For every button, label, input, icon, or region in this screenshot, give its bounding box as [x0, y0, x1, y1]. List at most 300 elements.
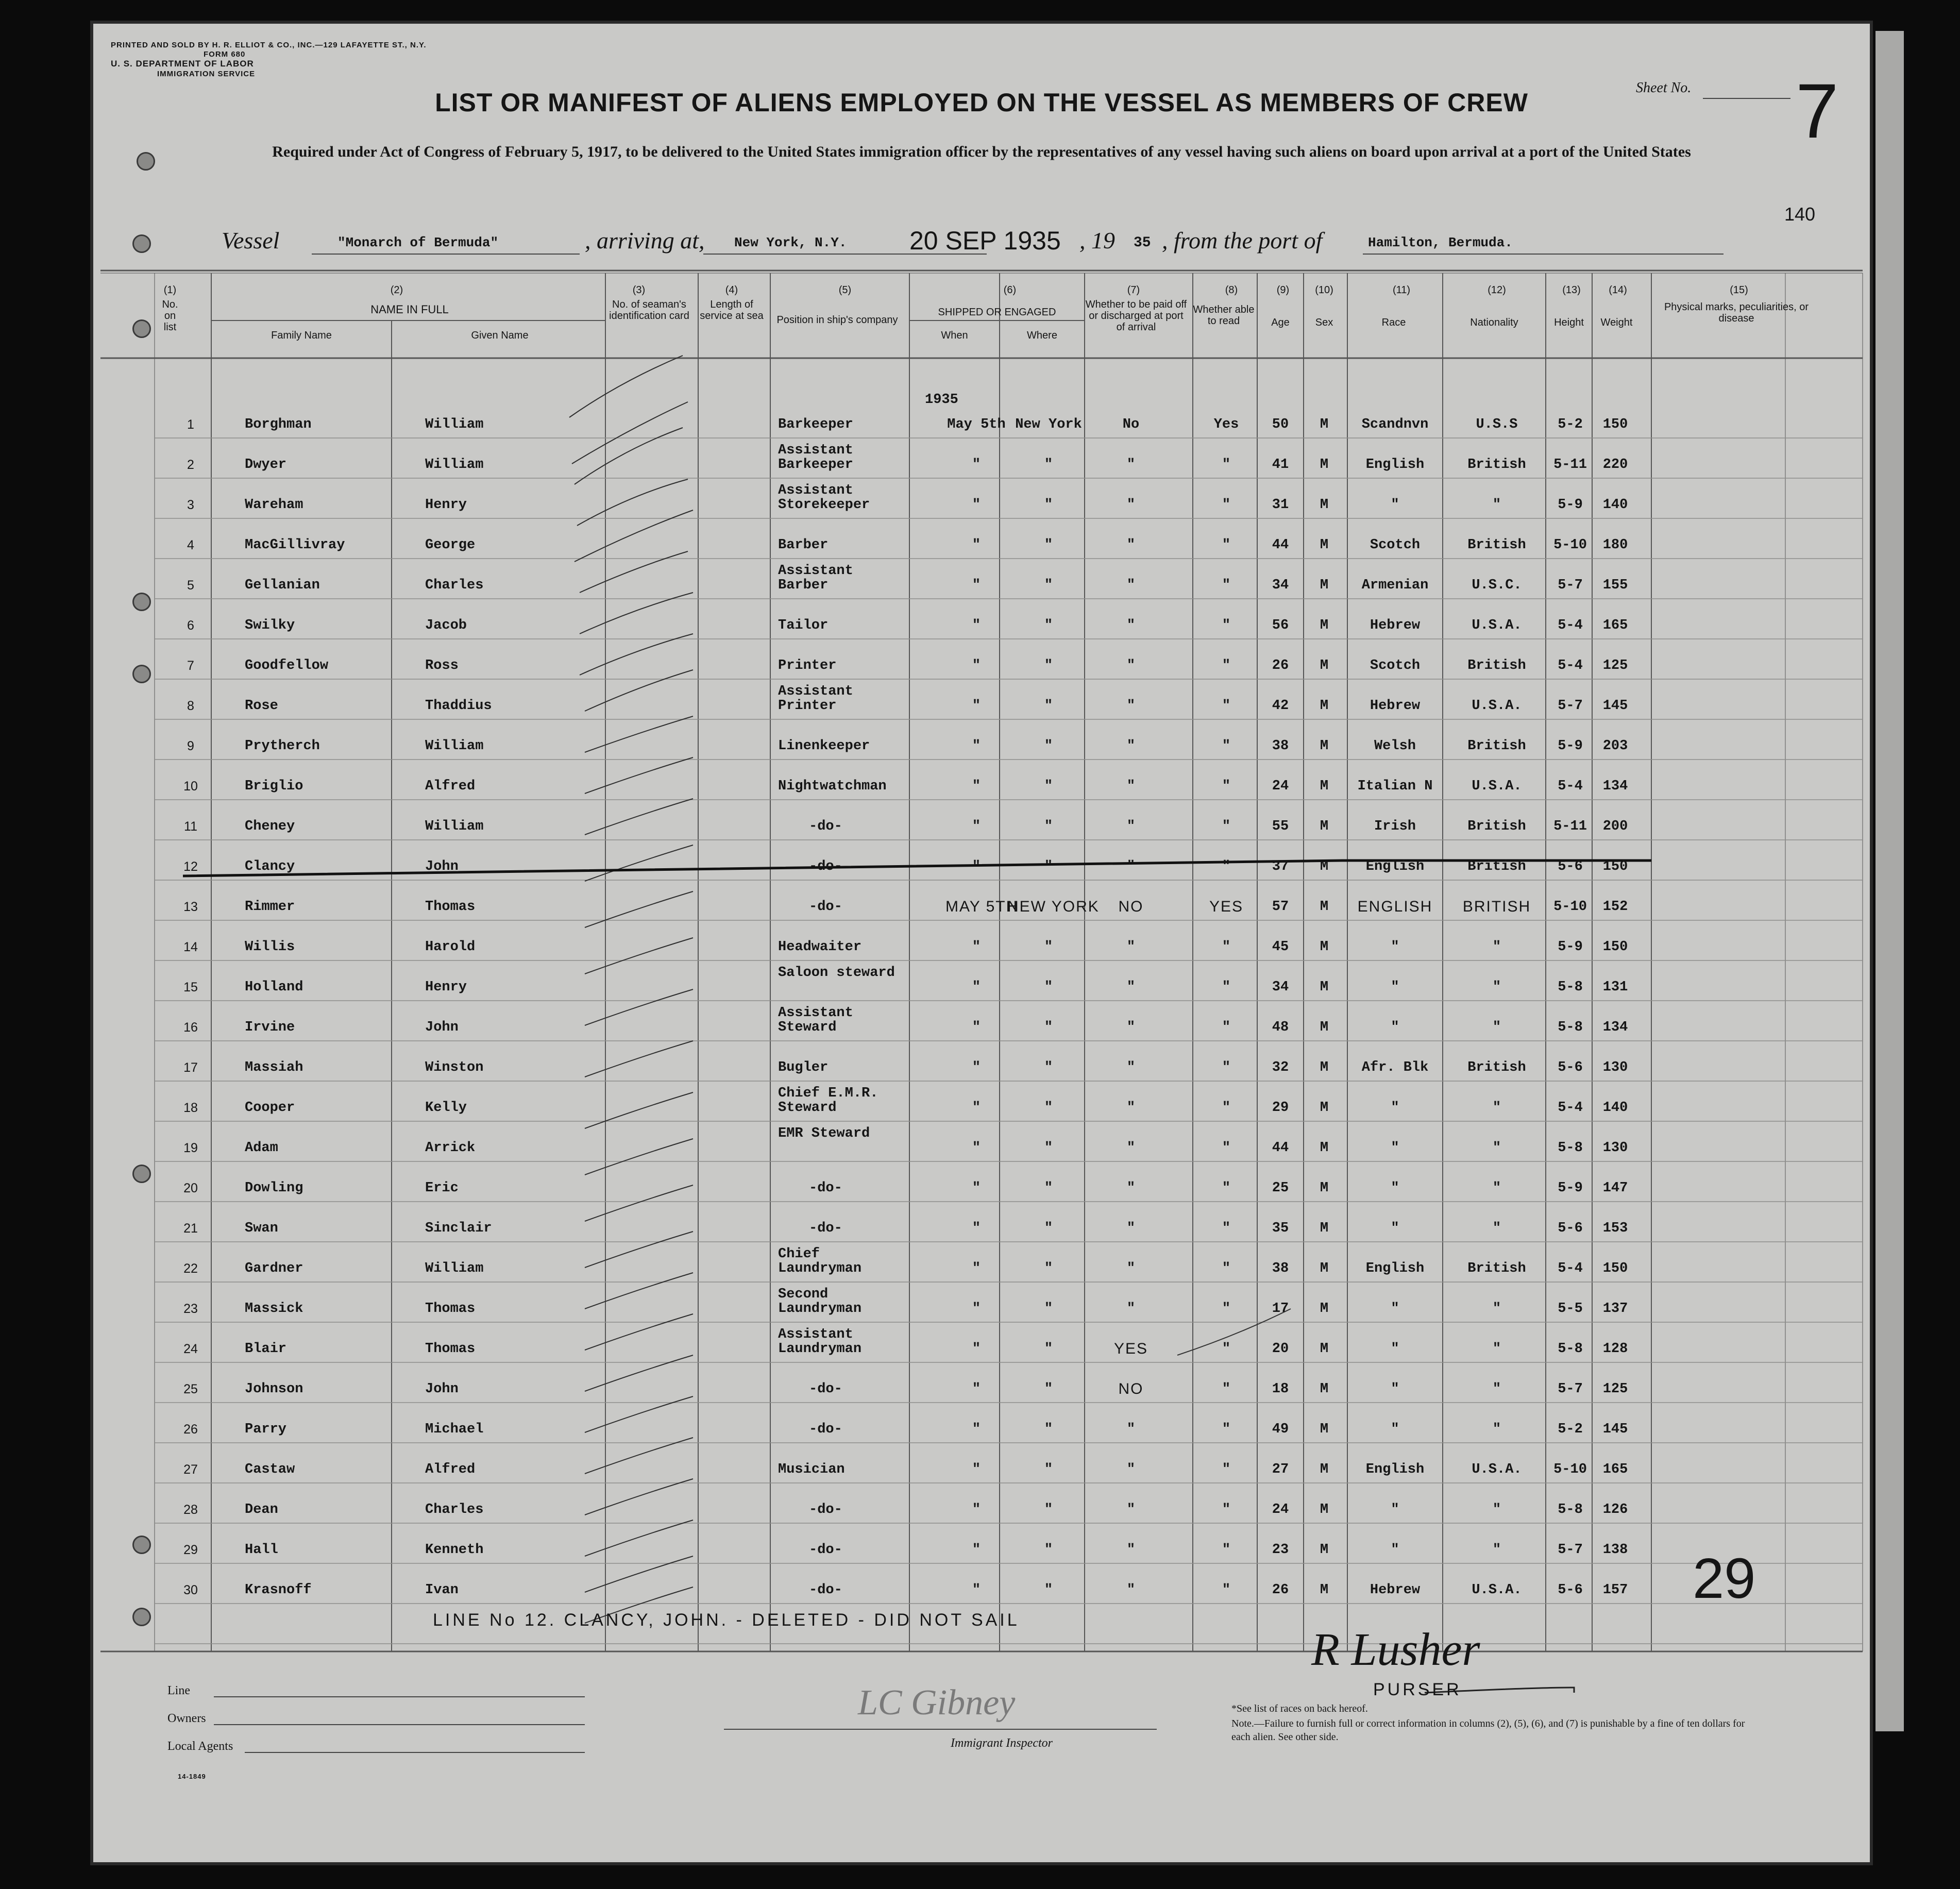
- header-when: When: [941, 330, 968, 341]
- cell-given: Arrick: [425, 1140, 476, 1156]
- cell-sex: M: [1320, 1140, 1329, 1156]
- cell-where: ": [1044, 1261, 1053, 1276]
- cell-n: 9: [187, 739, 194, 753]
- cell-when: ": [972, 1341, 981, 1357]
- cell-race: Hebrew: [1370, 698, 1421, 714]
- cell-n: 8: [187, 699, 194, 713]
- cell-read: ": [1222, 1261, 1231, 1276]
- cell-family: Gellanian: [245, 578, 320, 593]
- cell-age: 24: [1272, 1502, 1289, 1517]
- cell-n: 27: [183, 1462, 198, 1477]
- cell-sex: M: [1320, 417, 1329, 432]
- cell-n: 25: [183, 1382, 198, 1396]
- cell-paid: ": [1126, 1422, 1136, 1437]
- cell-given: John: [425, 859, 459, 874]
- cell-height: 5-4: [1558, 1100, 1583, 1116]
- cell-given: Eric: [425, 1180, 459, 1196]
- footer-note: Note.—Failure to furnish full or correct information in columns (2), (5), (6), and (7) is punishable by a fine of ten dollars for each alien. See other side.: [1231, 1718, 1745, 1743]
- cell-given: John: [425, 1381, 459, 1397]
- cell-read: ": [1222, 1422, 1231, 1437]
- cell-sex: M: [1320, 779, 1329, 794]
- cell-paid: ": [1126, 1221, 1136, 1236]
- cell-height: 5-8: [1558, 1502, 1583, 1517]
- cell-where: ": [1044, 1140, 1053, 1156]
- cell-weight: 203: [1602, 738, 1628, 754]
- cell-family: Krasnoff: [245, 1582, 312, 1598]
- year-value: 35: [1134, 235, 1151, 251]
- cell-read: ": [1222, 658, 1231, 673]
- cell-position: Chief E.M.R. Steward: [778, 1086, 878, 1116]
- cell-n: 30: [183, 1583, 198, 1597]
- cell-sex: M: [1320, 1502, 1329, 1517]
- cell-family: Clancy: [245, 859, 295, 874]
- purser-signature: R Lusher: [1311, 1624, 1480, 1675]
- cell-given: Henry: [425, 980, 467, 995]
- cell-where: ": [1044, 819, 1053, 834]
- cell-race: Hebrew: [1370, 618, 1421, 633]
- inspector-signature: LC Gibney: [858, 1683, 1016, 1723]
- header-seaman-id: No. of seaman's identification card: [609, 299, 689, 322]
- footer-inspector-label: Immigrant Inspector: [951, 1736, 1053, 1750]
- cell-height: 5-8: [1558, 980, 1583, 995]
- cell-given: Ross: [425, 658, 459, 673]
- cell-read: ": [1222, 1180, 1231, 1196]
- cell-when: ": [972, 779, 981, 794]
- cell-family: Briglio: [245, 779, 303, 794]
- cell-nat: ": [1492, 1422, 1501, 1437]
- cell-when: ": [972, 1582, 981, 1598]
- cell-height: 5-5: [1558, 1301, 1583, 1317]
- cell-sex: M: [1320, 1341, 1329, 1357]
- cell-when: ": [972, 1180, 981, 1196]
- cell-weight: 137: [1602, 1301, 1628, 1317]
- cell-where: NEW YORK: [1007, 898, 1100, 915]
- footer-form-code: 14-1849: [178, 1773, 206, 1780]
- cell-where: ": [1044, 698, 1053, 714]
- deleted-note: LINE No 12. CLANCY, JOHN. - DELETED - DID NOT SAIL: [433, 1610, 1020, 1630]
- cell-where: ": [1044, 658, 1053, 673]
- cell-sex: M: [1320, 457, 1329, 473]
- cell-weight: 145: [1602, 1422, 1628, 1437]
- cell-n: 12: [183, 859, 198, 874]
- col-num-1: (1): [163, 284, 177, 296]
- cell-family: Wareham: [245, 497, 303, 513]
- cell-sex: M: [1320, 578, 1329, 593]
- cell-position: -do-: [809, 1422, 842, 1437]
- cell-sex: M: [1320, 537, 1329, 553]
- cell-read: ": [1222, 819, 1231, 834]
- cell-where: ": [1044, 1060, 1053, 1075]
- cell-read: ": [1222, 738, 1231, 754]
- cell-nat: ": [1492, 1502, 1501, 1517]
- year-label: , 19: [1079, 227, 1115, 254]
- cell-weight: 200: [1602, 819, 1628, 834]
- cell-family: Blair: [245, 1341, 287, 1357]
- cell-family: Dowling: [245, 1180, 303, 1196]
- cell-height: 5-6: [1558, 1221, 1583, 1236]
- cell-race: Afr. Blk: [1361, 1060, 1429, 1075]
- cell-where: ": [1044, 537, 1053, 553]
- cell-where: ": [1044, 1341, 1053, 1357]
- cell-where: ": [1044, 1542, 1053, 1558]
- cell-n: 21: [183, 1221, 198, 1236]
- cell-weight: 134: [1602, 779, 1628, 794]
- cell-weight: 150: [1602, 417, 1628, 432]
- cell-family: Rimmer: [245, 899, 295, 915]
- cell-position: Assistant Storekeeper: [778, 483, 870, 513]
- cell-given: William: [425, 1261, 484, 1276]
- cell-weight: 125: [1602, 1381, 1628, 1397]
- cell-family: Swilky: [245, 618, 295, 633]
- cell-position: Assistant Steward: [778, 1005, 853, 1035]
- cell-where: ": [1044, 1301, 1053, 1317]
- col-num-15: (15): [1730, 284, 1748, 296]
- header-name-in-full: NAME IN FULL: [370, 303, 449, 316]
- cell-n: 15: [183, 980, 198, 994]
- cell-nat: ": [1492, 1341, 1501, 1357]
- cell-nat: British: [1467, 859, 1526, 874]
- cell-race: ": [1391, 939, 1399, 955]
- cell-sex: M: [1320, 1261, 1329, 1276]
- cell-weight: 126: [1602, 1502, 1628, 1517]
- cell-weight: 147: [1602, 1180, 1628, 1196]
- cell-family: Rose: [245, 698, 278, 714]
- cell-age: 41: [1272, 457, 1289, 473]
- cell-when: ": [972, 1542, 981, 1558]
- cell-position: -do-: [809, 1180, 842, 1196]
- cell-paid: ": [1126, 698, 1136, 714]
- cell-family: Hall: [245, 1542, 278, 1558]
- cell-given: Ivan: [425, 1582, 459, 1598]
- col-num-12: (12): [1488, 284, 1506, 296]
- punch-hole: [132, 1165, 151, 1183]
- cell-n: 19: [183, 1141, 198, 1155]
- cell-where: ": [1044, 578, 1053, 593]
- cell-height: 5-4: [1558, 658, 1583, 673]
- cell-paid: ": [1126, 1582, 1136, 1598]
- cell-sex: M: [1320, 658, 1329, 673]
- cell-paid: ": [1126, 537, 1136, 553]
- cell-given: William: [425, 738, 484, 754]
- cell-family: MacGillivray: [245, 537, 345, 553]
- cell-n: 7: [187, 659, 194, 673]
- cell-given: Kelly: [425, 1100, 467, 1116]
- cell-paid: ": [1126, 1060, 1136, 1075]
- cell-family: Willis: [245, 939, 295, 955]
- cell-position: Chief Laundryman: [778, 1246, 862, 1276]
- footer-agents-label: Local Agents: [167, 1740, 233, 1753]
- cell-n: 3: [187, 498, 194, 512]
- cell-where: ": [1044, 738, 1053, 754]
- col-num-7: (7): [1127, 284, 1140, 296]
- cell-n: 20: [183, 1181, 198, 1195]
- cell-sex: M: [1320, 899, 1329, 915]
- header-family-name: Family Name: [271, 330, 332, 341]
- cell-age: 25: [1272, 1180, 1289, 1196]
- cell-age: 26: [1272, 1582, 1289, 1598]
- cell-nat: ": [1492, 1020, 1501, 1035]
- cell-given: Jacob: [425, 618, 467, 633]
- cell-sex: M: [1320, 618, 1329, 633]
- cell-given: Thomas: [425, 899, 476, 915]
- cell-where: ": [1044, 1582, 1053, 1598]
- cell-weight: 140: [1602, 497, 1628, 513]
- cell-position: Barkeeper: [778, 417, 853, 432]
- cell-age: 27: [1272, 1462, 1289, 1477]
- cell-paid: ": [1126, 1020, 1136, 1035]
- cell-read: ": [1222, 497, 1231, 513]
- cell-position: Saloon steward: [778, 965, 895, 981]
- cell-sex: M: [1320, 859, 1329, 874]
- cell-when: ": [972, 1381, 981, 1397]
- cell-position: EMR Steward: [778, 1126, 870, 1141]
- cell-read: ": [1222, 1100, 1231, 1116]
- cell-nat: ": [1492, 1301, 1501, 1317]
- cell-paid: NO: [1118, 898, 1144, 915]
- cell-position: Assistant Barber: [778, 563, 853, 593]
- cell-paid: ": [1126, 1140, 1136, 1156]
- id-card-slashes: [569, 356, 693, 1623]
- cell-when: ": [972, 819, 981, 834]
- cell-when: ": [972, 497, 981, 513]
- cell-nat: British: [1467, 738, 1526, 754]
- cell-where: ": [1044, 1221, 1053, 1236]
- cell-n: 16: [183, 1020, 198, 1035]
- cell-where: ": [1044, 1100, 1053, 1116]
- col-num-10: (10): [1315, 284, 1333, 296]
- cell-weight: 165: [1602, 618, 1628, 633]
- cell-weight: 180: [1602, 537, 1628, 553]
- cell-age: 34: [1272, 578, 1289, 593]
- cell-height: 5-6: [1558, 1060, 1583, 1075]
- cell-family: Irvine: [245, 1020, 295, 1035]
- cell-position: Headwaiter: [778, 939, 862, 955]
- cell-nat: ": [1492, 1381, 1501, 1397]
- cell-n: 4: [187, 538, 194, 552]
- cell-height: 5-10: [1553, 899, 1587, 915]
- cell-paid: ": [1126, 1542, 1136, 1558]
- cell-given: Henry: [425, 497, 467, 513]
- cell-nat: U.S.A.: [1472, 779, 1522, 794]
- cell-age: 34: [1272, 980, 1289, 995]
- cell-weight: 130: [1602, 1060, 1628, 1075]
- footer-line-label: Line: [167, 1684, 190, 1697]
- header-length-service: Length of service at sea: [700, 299, 764, 322]
- cell-where: ": [1044, 1502, 1053, 1517]
- cell-paid: ": [1126, 457, 1136, 473]
- header-position: Position in ship's company: [776, 314, 898, 326]
- cell-age: 17: [1272, 1301, 1289, 1317]
- cell-where: ": [1044, 779, 1053, 794]
- cell-paid: ": [1126, 980, 1136, 995]
- cell-when: May 5th: [947, 417, 1006, 432]
- cell-race: ": [1391, 980, 1399, 995]
- punch-hole: [132, 593, 151, 611]
- col-num-14: (14): [1609, 284, 1627, 296]
- cell-family: Cheney: [245, 819, 295, 834]
- cell-height: 5-9: [1558, 1180, 1583, 1196]
- cell-position: Linenkeeper: [778, 738, 870, 754]
- cell-race: ": [1391, 1180, 1399, 1196]
- cell-nat: U.S.A.: [1472, 1582, 1522, 1598]
- cell-height: 5-6: [1558, 859, 1583, 874]
- cell-height: 5-2: [1558, 417, 1583, 432]
- cell-race: ENGLISH: [1357, 898, 1433, 915]
- cell-where: ": [1044, 457, 1053, 473]
- cell-weight: 150: [1602, 859, 1628, 874]
- header-shipped: SHIPPED OR ENGAGED: [938, 307, 1056, 318]
- cell-age: 42: [1272, 698, 1289, 714]
- header-where: Where: [1027, 330, 1057, 341]
- cell-where: ": [1044, 939, 1053, 955]
- cell-height: 5-7: [1558, 1542, 1583, 1558]
- cell-age: 38: [1272, 738, 1289, 754]
- cell-age: 45: [1272, 939, 1289, 955]
- cell-where: ": [1044, 1180, 1053, 1196]
- cell-read: ": [1222, 1221, 1231, 1236]
- cell-race: ": [1391, 497, 1399, 513]
- cell-family: Goodfellow: [245, 658, 329, 673]
- cell-age: 18: [1272, 1381, 1289, 1397]
- cell-when: ": [972, 939, 981, 955]
- cell-when: ": [972, 738, 981, 754]
- cell-age: 20: [1272, 1341, 1289, 1357]
- sheet-no-label: Sheet No.: [1636, 80, 1692, 96]
- cell-family: Johnson: [245, 1381, 303, 1397]
- cell-race: ": [1391, 1381, 1399, 1397]
- date-stamp: 20 SEP 1935: [909, 226, 1061, 255]
- cell-paid: ": [1126, 819, 1136, 834]
- cell-paid: ": [1126, 1261, 1136, 1276]
- cell-given: William: [425, 457, 484, 473]
- cell-given: Thaddius: [425, 698, 492, 714]
- cell-where: New York: [1015, 417, 1082, 432]
- cell-height: 5-9: [1558, 939, 1583, 955]
- cell-height: 5-7: [1558, 698, 1583, 714]
- cell-read: ": [1222, 457, 1231, 473]
- cell-sex: M: [1320, 1060, 1329, 1075]
- cell-family: Parry: [245, 1422, 287, 1437]
- cell-height: 5-4: [1558, 618, 1583, 633]
- punch-hole: [132, 1536, 151, 1554]
- cell-n: 29: [183, 1543, 198, 1557]
- cell-given: John: [425, 1020, 459, 1035]
- cell-weight: 130: [1602, 1140, 1628, 1156]
- cell-sex: M: [1320, 1221, 1329, 1236]
- cell-paid: ": [1126, 1100, 1136, 1116]
- cell-position: Barber: [778, 537, 829, 553]
- cell-height: 5-4: [1558, 779, 1583, 794]
- cell-nat: ": [1492, 1140, 1501, 1156]
- cell-when: ": [972, 980, 981, 995]
- cell-paid: ": [1126, 1462, 1136, 1477]
- cell-age: 35: [1272, 1221, 1289, 1236]
- cell-paid: ": [1126, 779, 1136, 794]
- cell-n: 6: [187, 618, 194, 633]
- cell-weight: 152: [1602, 899, 1628, 915]
- cell-paid: ": [1126, 618, 1136, 633]
- cell-n: 11: [184, 819, 197, 834]
- sheet-number: 7: [1796, 68, 1839, 154]
- cell-nat: U.S.A.: [1472, 618, 1522, 633]
- cell-weight: 134: [1602, 1020, 1628, 1035]
- cell-n: 1: [187, 417, 194, 432]
- department-label: U. S. DEPARTMENT OF LABOR: [111, 59, 254, 69]
- cell-sex: M: [1320, 738, 1329, 754]
- cell-weight: 157: [1602, 1582, 1628, 1598]
- cell-when: ": [972, 537, 981, 553]
- cell-nat: ": [1492, 1221, 1501, 1236]
- cell-weight: 150: [1602, 939, 1628, 955]
- header-age: Age: [1271, 317, 1290, 328]
- cell-n: 10: [183, 779, 198, 794]
- cell-nat: U.S.A.: [1472, 698, 1522, 714]
- cell-nat: ": [1492, 980, 1501, 995]
- cell-race: Scotch: [1370, 537, 1421, 553]
- cell-when: ": [972, 457, 981, 473]
- cell-nat: U.S.C.: [1472, 578, 1522, 593]
- header-sex: Sex: [1315, 317, 1333, 328]
- cell-race: ": [1391, 1221, 1399, 1236]
- cell-read: ": [1222, 1341, 1231, 1357]
- cell-position: -do-: [809, 1542, 842, 1558]
- cell-height: 5-11: [1553, 819, 1587, 834]
- cell-when: ": [972, 1422, 981, 1437]
- cell-age: 23: [1272, 1542, 1289, 1558]
- cell-age: 55: [1272, 819, 1289, 834]
- cell-position: Assistant Printer: [778, 684, 853, 714]
- cell-given: Thomas: [425, 1301, 476, 1317]
- cell-sex: M: [1320, 819, 1329, 834]
- manifest-sheet: [90, 21, 1873, 1865]
- cell-position: Printer: [778, 658, 837, 673]
- cell-sex: M: [1320, 939, 1329, 955]
- cell-weight: 165: [1602, 1462, 1628, 1477]
- cell-height: 5-10: [1553, 1462, 1587, 1477]
- cell-height: 5-6: [1558, 1582, 1583, 1598]
- cell-paid: ": [1126, 1502, 1136, 1517]
- cell-read: ": [1222, 1301, 1231, 1317]
- cell-family: Holland: [245, 980, 303, 995]
- cell-given: Charles: [425, 1502, 484, 1517]
- cell-read: ": [1222, 1381, 1231, 1397]
- cell-age: 37: [1272, 859, 1289, 874]
- cell-given: Alfred: [425, 1462, 476, 1477]
- document-title: LIST OR MANIFEST OF ALIENS EMPLOYED ON THE VESSEL AS MEMBERS OF CREW: [435, 88, 1528, 117]
- punch-hole: [132, 1608, 151, 1626]
- cell-read: ": [1222, 537, 1231, 553]
- cell-race: Italian N: [1357, 779, 1433, 794]
- arrival-port: New York, N.Y.: [734, 235, 847, 250]
- header-able-read: Whether able to read: [1193, 304, 1255, 327]
- cell-when: ": [972, 1221, 981, 1236]
- cell-read: ": [1222, 1502, 1231, 1517]
- cell-read: Yes: [1213, 417, 1239, 432]
- cell-family: Dean: [245, 1502, 278, 1517]
- cell-where: ": [1044, 980, 1053, 995]
- cell-nat: ": [1492, 497, 1501, 513]
- header-physical: Physical marks, peculiarities, or disease: [1664, 301, 1809, 324]
- cell-weight: 220: [1602, 457, 1628, 473]
- cell-position: Musician: [778, 1462, 845, 1477]
- cell-given: William: [425, 417, 484, 432]
- header-no-on-list: No. on list: [162, 299, 178, 333]
- vessel-label: Vessel: [222, 227, 280, 254]
- cell-nat: British: [1467, 658, 1526, 673]
- cell-read: ": [1222, 980, 1231, 995]
- cell-n: 23: [183, 1302, 198, 1316]
- header-race: Race: [1381, 317, 1406, 328]
